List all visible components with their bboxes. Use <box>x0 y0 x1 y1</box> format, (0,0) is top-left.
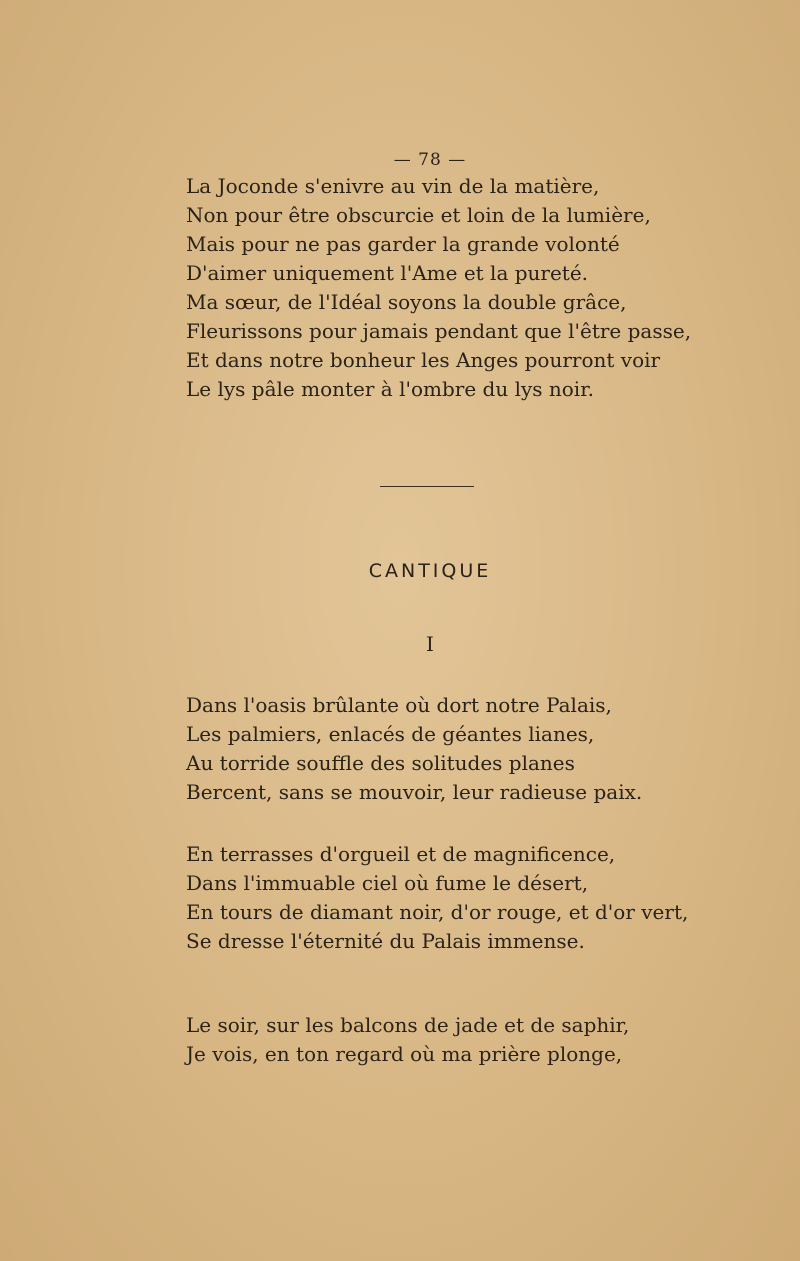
verse-line: En terrasses d'orgueil et de magnificence, <box>186 842 616 866</box>
section-divider <box>380 486 474 487</box>
verse-line: Dans l'oasis brûlante où dort notre Palais, <box>186 693 612 717</box>
verse-line: Les palmiers, enlacés de géantes lianes, <box>186 722 595 746</box>
verse-line: La Joconde s'enivre au vin de la matière, <box>186 174 600 198</box>
verse-line: Au torride souffle des solitudes planes <box>186 751 575 775</box>
verse-line: Et dans notre bonheur les Anges pourront voir <box>186 348 661 372</box>
stanza-2 <box>186 840 688 956</box>
verse-line: Je vois, en ton regard où ma prière plonge, <box>186 1042 623 1066</box>
verse-line: Mais pour ne pas garder la grande volonté <box>186 232 620 256</box>
verse-line: Se dresse l'éternité du Palais immense. <box>186 929 585 953</box>
verse-line: Non pour être obscurcie et loin de la lumière, <box>186 203 651 227</box>
stanza-3 <box>186 1011 629 1069</box>
verse-line: En tours de diamant noir, d'or rouge, et d'or vert, <box>186 900 689 924</box>
verse-line: Bercent, sans se mouvoir, leur radieuse paix. <box>186 780 643 804</box>
section-title: CANTIQUE <box>368 560 492 582</box>
verse-line: Dans l'immuable ciel où fume le désert, <box>186 871 589 895</box>
page-number: — 78 — <box>393 150 467 170</box>
verse-line: Ma sœur, de l'Idéal soyons la double grâce, <box>186 290 627 314</box>
verse-line: Le lys pâle monter à l'ombre du lys noir. <box>186 377 594 401</box>
section-numeral: I <box>426 632 434 656</box>
verse-line: Le soir, sur les balcons de jade et de saphir, <box>186 1013 630 1037</box>
poem-end-stanza <box>186 172 691 404</box>
stanza-1 <box>186 691 642 807</box>
verse-line: Fleurissons pour jamais pendant que l'être passe, <box>186 319 692 343</box>
verse-line: D'aimer uniquement l'Ame et la pureté. <box>186 261 589 285</box>
